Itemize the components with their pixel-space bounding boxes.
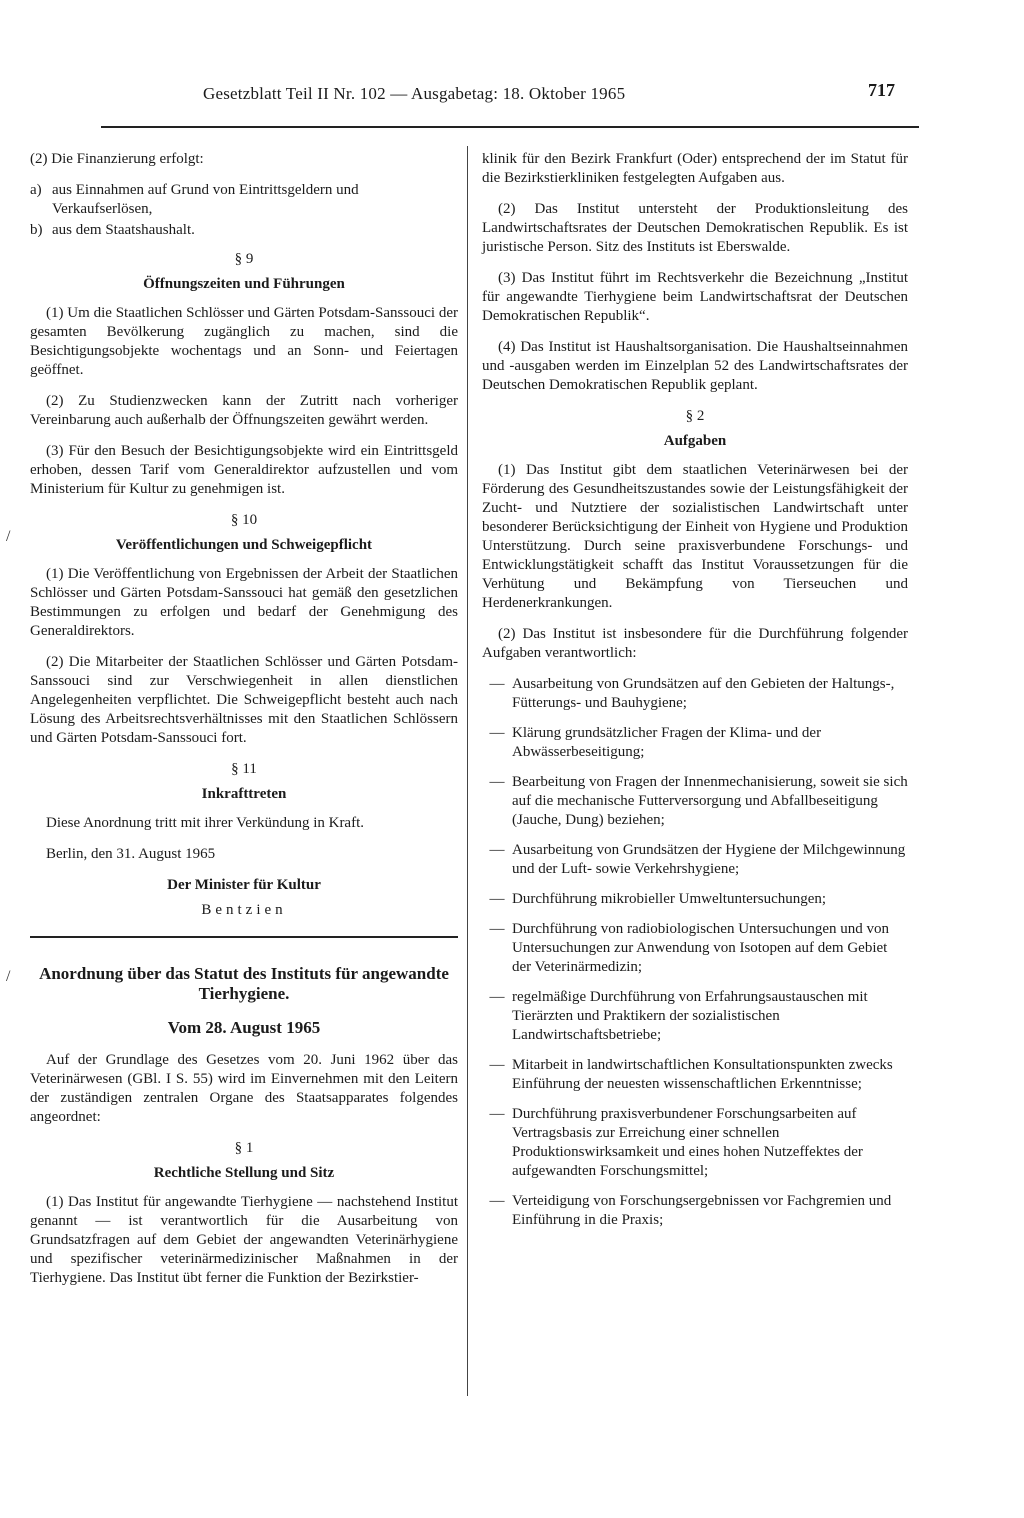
list-text: Bearbeitung von Fragen der Innenmechanisierung, soweit sie sich auf die mechanische Futterversorgung und Abfallbeseitigung (Jauche, Dung) beziehen; bbox=[512, 774, 908, 828]
list-text: aus dem Staatshaushalt. bbox=[52, 222, 195, 238]
dash-bullet: — bbox=[489, 891, 505, 907]
list-item bbox=[482, 724, 908, 762]
paragraph: (2) Das Institut untersteht der Produktionsleitung des Landwirtschaftsrates der Deutschen Demokratischen Republik. Es ist juristische Person. Sitz des Instituts ist Eberswalde. bbox=[482, 201, 908, 255]
signer-title: Der Minister für Kultur bbox=[167, 877, 321, 893]
dash-bullet: — bbox=[489, 774, 505, 790]
page-number: 717 bbox=[868, 80, 895, 100]
paragraph: (1) Das Institut für angewandte Tierhygiene — nachstehend Institut genannt — ist verantwortlich für die Ausarbeitung von Grundsatzfragen auf dem Gebiet der angewandten Veterinärhygiene und spezifischer veterinärmedizinischer Maßnahmen in der Tierhygiene. Das Institut übt ferner die Funktion der Bezirkstier- bbox=[30, 1194, 458, 1286]
list-label: a) bbox=[30, 182, 42, 198]
section-title: Rechtliche Stellung und Sitz bbox=[153, 1165, 335, 1181]
list-text: regelmäßige Durchführung von Erfahrungsaustauschen mit Tierärzten und Praktikern der sozialistischen Landwirtschaftsbetriebe; bbox=[512, 989, 868, 1043]
dash-bullet: — bbox=[489, 676, 505, 692]
list-text: aus Einnahmen auf Grund von Eintrittsgeldern und Verkaufserlösen, bbox=[52, 182, 359, 217]
section-title: Aufgaben bbox=[663, 433, 727, 449]
paragraph: Diese Anordnung tritt mit ihrer Verkündung in Kraft. bbox=[46, 815, 365, 831]
section-title: Inkrafttreten bbox=[201, 786, 287, 802]
list-item bbox=[482, 1192, 908, 1230]
dash-bullet: — bbox=[489, 725, 505, 741]
section-number: § 10 bbox=[230, 512, 258, 528]
column-divider bbox=[467, 146, 468, 1396]
section-title: Veröffentlichungen und Schweigepflicht bbox=[115, 537, 373, 553]
dash-bullet: — bbox=[489, 921, 505, 937]
header-rule bbox=[101, 126, 919, 128]
financing-intro: (2) Die Finanzierung erfolgt: bbox=[30, 151, 204, 167]
list-text: Mitarbeit in landwirtschaftlichen Konsultationspunkten zwecks Einführung der neuesten wissenschaftlichen Erkenntnisse; bbox=[512, 1057, 893, 1092]
section-title: Öffnungszeiten und Führungen bbox=[143, 276, 345, 292]
list-item bbox=[482, 920, 908, 977]
financing-list bbox=[30, 181, 458, 240]
section-number: § 1 bbox=[234, 1140, 254, 1156]
place-date: Berlin, den 31. August 1965 bbox=[46, 846, 216, 862]
task-list bbox=[482, 675, 908, 1230]
list-text: Verteidigung von Forschungsergebnissen vor Fachgremien und Einführung in die Praxis; bbox=[512, 1193, 892, 1228]
margin-mark: / bbox=[6, 968, 11, 985]
paragraph: (4) Das Institut ist Haushaltsorganisation. Die Haushaltseinnahmen und -ausgaben werden im Einzelplan 52 des Landwirtschaftsrates der Deutschen Demokratischen Republik geplant. bbox=[482, 339, 908, 393]
dash-bullet: — bbox=[489, 989, 505, 1005]
list-text: Durchführung praxisverbundener Forschungsarbeiten auf Vertragsbasis zur Erreichung einer schnellen Produktionswirksamkeit und eines hohen Nutzeffektes der aufgewandten Forschungsmittel; bbox=[512, 1106, 863, 1179]
list-item bbox=[482, 841, 908, 879]
paragraph: (2) Zu Studienzwecken kann der Zutritt nach vorheriger Vereinbarung auch außerhalb der Öffnungszeiten gewährt werden. bbox=[30, 393, 458, 428]
preamble: Auf der Grundlage des Gesetzes vom 20. Juni 1962 über das Veterinärwesen (GBl. I S. 55) wird im Einvernehmen mit den Leitern der zuständigen zentralen Organe des Staatsapparates folgendes angeordnet: bbox=[30, 1052, 458, 1125]
list-label: b) bbox=[30, 222, 43, 238]
dash-bullet: — bbox=[489, 1106, 505, 1122]
section-number: § 2 bbox=[685, 408, 705, 424]
list-item bbox=[482, 773, 908, 830]
ordinance-title: Anordnung über das Statut des Instituts für angewandte Tierhygiene. bbox=[39, 964, 449, 1003]
left-column bbox=[30, 150, 458, 1300]
list-text: Durchführung mikrobieller Umweltuntersuchungen; bbox=[512, 891, 827, 907]
section-separator bbox=[30, 936, 458, 938]
paragraph: (3) Für den Besuch der Besichtigungsobjekte wird ein Eintrittsgeld erhoben, dessen Tarif vom Generaldirektor aufzustellen und vom Ministerium für Kultur zu genehmigen ist. bbox=[30, 443, 458, 497]
section-number: § 9 bbox=[234, 251, 254, 267]
section-number: § 11 bbox=[231, 761, 257, 777]
list-item bbox=[482, 675, 908, 713]
margin-mark: / bbox=[6, 528, 11, 545]
list-text: Ausarbeitung von Grundsätzen auf den Gebieten der Haltungs-, Fütterungs- und Bauhygiene; bbox=[512, 676, 895, 711]
paragraph: (1) Die Veröffentlichung von Ergebnissen der Arbeit der Staatlichen Schlösser und Gärten Potsdam-Sanssouci hat gemäß den gesetzlichen Bestimmungen zu erfolgen und bedarf der Genehmigung des Generaldirektors. bbox=[30, 566, 458, 639]
paragraph: (2) Das Institut ist insbesondere für die Durchführung folgender Aufgaben verantwortlich: bbox=[482, 626, 908, 661]
right-column bbox=[482, 150, 908, 1241]
paragraph: (3) Das Institut führt im Rechtsverkehr die Bezeichnung „Institut für angewandte Tierhygiene beim Landwirtschaftsrat der Deutschen Demokratischen Republik“. bbox=[482, 270, 908, 324]
list-item bbox=[482, 1056, 908, 1094]
dash-bullet: — bbox=[489, 842, 505, 858]
dash-bullet: — bbox=[489, 1057, 505, 1073]
list-item bbox=[30, 181, 458, 219]
paragraph: (1) Das Institut gibt dem staatlichen Veterinärwesen bei der Förderung des Gesundheitszustandes sowie der Leistungsfähigkeit der Zucht- und Nutztiere der sozialistischen Landwirtschaft unter besonderer Berücksichtigung der Einheit von Hygiene und Produktion Unterstützung. Durch seine praxisverbundene Forschungs- und Entwicklungstätigkeit schafft das Institut Voraussetzungen für die Verhütung und Bekämpfung von Tierseuchen und Herdenerkrankungen. bbox=[482, 462, 908, 611]
paragraph-continued: klinik für den Bezirk Frankfurt (Oder) entsprechend der im Statut für die Bezirkstierkliniken festgelegten Aufgaben aus. bbox=[482, 151, 908, 186]
ordinance-date: Vom 28. August 1965 bbox=[167, 1018, 321, 1037]
list-item bbox=[482, 988, 908, 1045]
list-text: Ausarbeitung von Grundsätzen der Hygiene der Milchgewinnung und der Luft- sowie Verkehrshygiene; bbox=[512, 842, 906, 877]
list-item bbox=[30, 221, 458, 240]
paragraph: (2) Die Mitarbeiter der Staatlichen Schlösser und Gärten Potsdam-Sanssouci sind zur Verschwiegenheit in allen dienstlichen Angelegenheiten verpflichtet. Die Schweigepflicht besteht auch nach Lösung des Arbeitsrechtsverhältnisses mit den Staatlichen Schlössern und Gärten Potsdam-Sanssouci fort. bbox=[30, 654, 458, 746]
signer-name: Bentzien bbox=[201, 902, 287, 918]
list-item bbox=[482, 1105, 908, 1181]
list-text: Durchführung von radiobiologischen Untersuchungen und von Untersuchungen zur Anwendung von Isotopen auf dem Gebiet der Veterinärmedizin; bbox=[512, 921, 890, 975]
dash-bullet: — bbox=[489, 1193, 505, 1209]
paragraph: (1) Um die Staatlichen Schlösser und Gärten Potsdam-Sanssouci der gesamten Bevölkerung zugänglich zu machen, sind die Besichtigungsobjekte wochentags und an Sonn- und Feiertagen geöffnet. bbox=[30, 305, 458, 378]
list-text: Klärung grundsätzlicher Fragen der Klima- und der Abwässerbeseitigung; bbox=[512, 725, 822, 760]
list-item bbox=[482, 890, 908, 909]
page-header: Gesetzblatt Teil II Nr. 102 — Ausgabetag: 18. Oktober 1965 bbox=[203, 84, 626, 103]
